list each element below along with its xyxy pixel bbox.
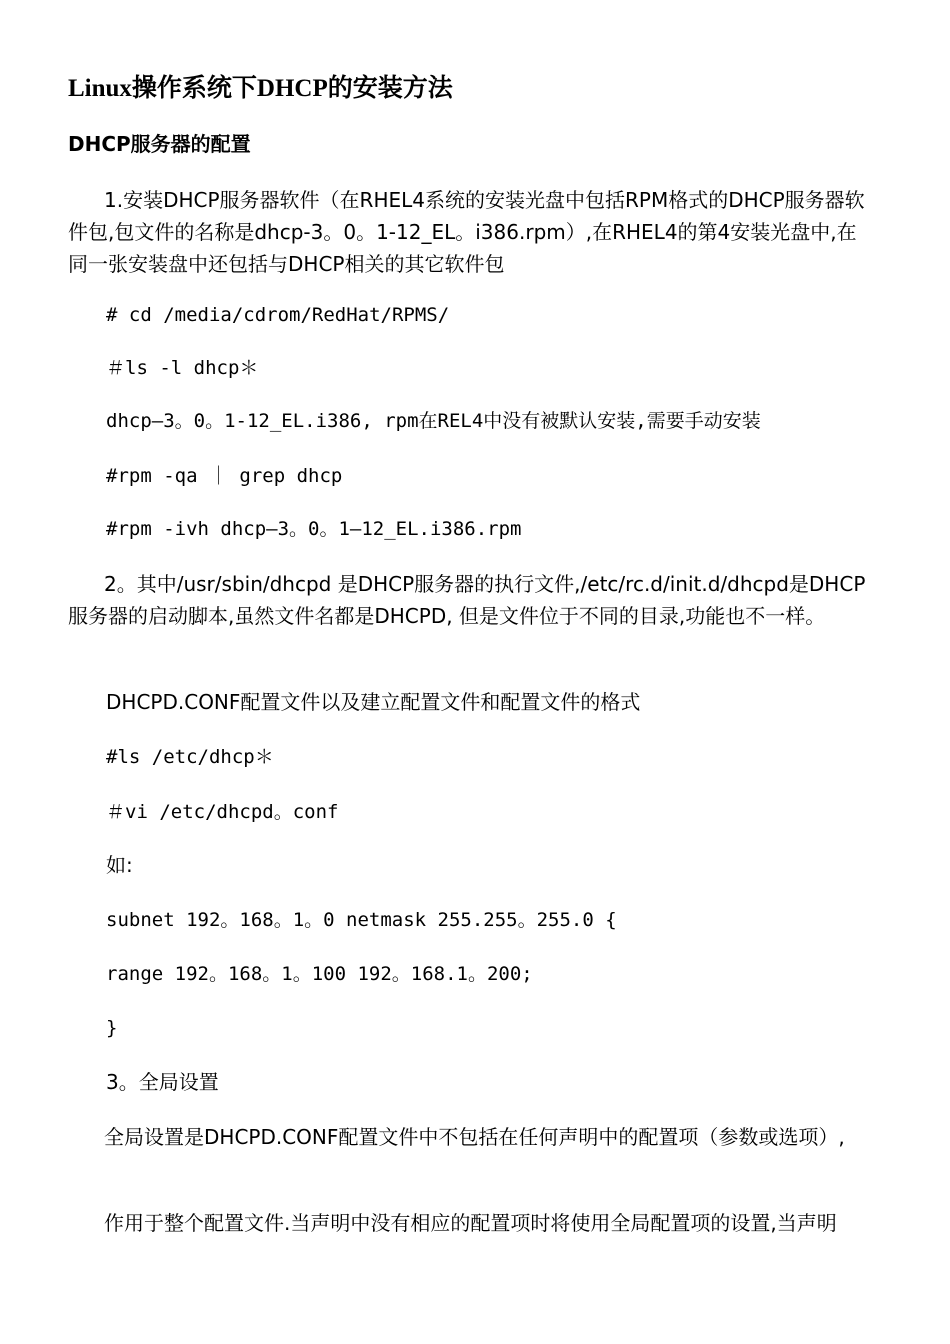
step3-heading: 3。全局设置 — [106, 1070, 219, 1094]
paragraph-step2: 2。其中/usr/sbin/dhcpd 是DHCP服务器的执行文件,/etc/rc.d/init.d/dhcpd是DHCP服务器的启动脚本,虽然文件名都是DHCPD, 但是文件位于不同的目录,功能也不一样。 — [68, 572, 866, 628]
conf-heading: DHCPD.CONF配置文件以及建立配置文件和配置文件的格式 — [106, 690, 641, 714]
note-not-installed: dhcp—3。0。1-12_EL.i386, rpm在REL4中没有被默认安装,需要手动安装 — [106, 410, 761, 432]
paragraph-step1: 1.安装DHCP服务器软件（在RHEL4系统的安装光盘中包括RPM格式的DHCP服务器软件包,包文件的名称是dhcp-3。0。1-12_EL。i386.rpm）,在RHEL4的第4安装光盘中,在同一张安装盘中还包括与DHCP相关的其它软件包 — [68, 188, 865, 276]
command-ls-etc: #ls /etc/dhcp＊ — [106, 746, 274, 768]
command-ls-dhcp: ＃ls -l dhcp＊ — [106, 357, 259, 379]
paragraph-global-effect: 作用于整个配置文件.当声明中没有相应的配置项时将使用全局配置项的设置,当声明 — [104, 1211, 837, 1235]
config-close-brace: } — [106, 1017, 118, 1039]
command-cd: # cd /media/cdrom/RedHat/RPMS/ — [106, 304, 450, 326]
config-range-line: range 192。168。1。100 192。168.1。200; — [106, 963, 533, 985]
section-heading: DHCP服务器的配置 — [68, 132, 251, 156]
paragraph-global-desc: 全局设置是DHCPD.CONF配置文件中不包括在任何声明中的配置项（参数或选项）, — [104, 1125, 845, 1149]
command-rpm-install: #rpm -ivh dhcp—3。0。1—12_EL.i386.rpm — [106, 518, 522, 540]
example-label: 如: — [106, 853, 133, 877]
config-subnet-line: subnet 192。168。1。0 netmask 255.255。255.0 { — [106, 909, 617, 931]
document-title: Linux操作系统下DHCP的安装方法 — [68, 75, 453, 102]
command-rpm-query: #rpm -qa ｜ grep dhcp — [106, 465, 343, 487]
command-vi: ＃vi /etc/dhcpd。conf — [106, 801, 339, 823]
